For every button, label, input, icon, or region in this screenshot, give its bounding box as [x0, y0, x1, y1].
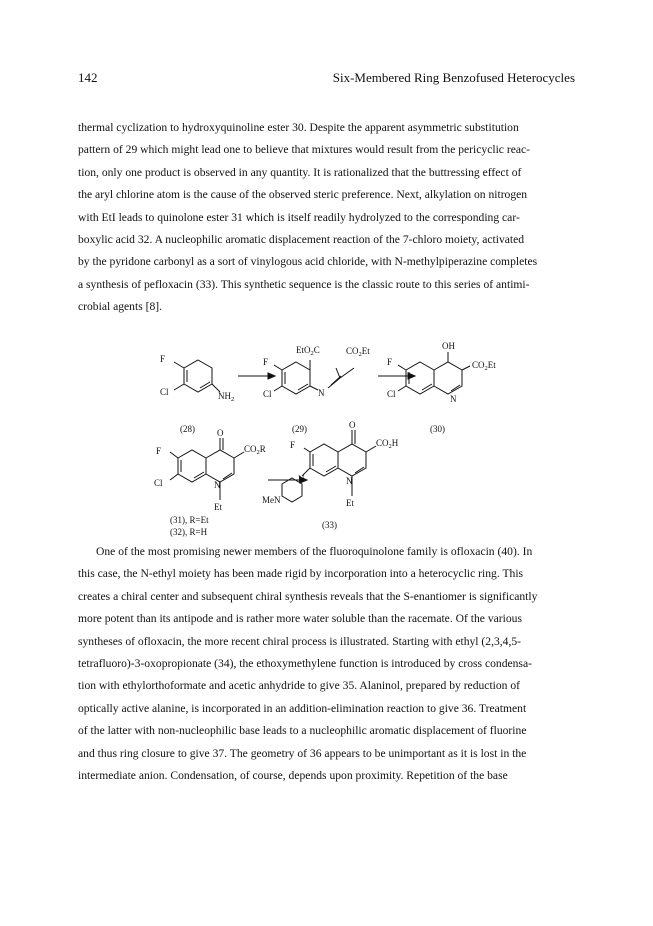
label-o: O: [349, 420, 356, 430]
label-f: F: [156, 446, 162, 456]
label-n: N: [346, 476, 353, 486]
label-co2h: $CO_2H$: [376, 438, 399, 450]
running-title: Six-Membered Ring Benzofused Heterocycles: [332, 70, 575, 85]
label-co2et: $CO_2Et$: [346, 346, 370, 358]
label-cl: Cl: [160, 387, 169, 397]
label-f: F: [263, 357, 269, 367]
text-line: of the latter with non-nucleophilic base leads to a nucleophilic aromatic displacement of fluorine: [78, 724, 527, 738]
text-line: crobial agents [8].: [78, 300, 163, 314]
label-co2et: $CO_2Et$: [472, 360, 496, 372]
text-line: tetrafluoro)-3-oxopropionate (34), the ethoxymethylene function is introduced by cross condensa-: [78, 657, 532, 671]
page-header: [78, 70, 575, 88]
label-n: N: [214, 480, 221, 490]
compound-number-28: (28): [180, 424, 195, 434]
label-cl: Cl: [387, 389, 396, 399]
label-f: F: [290, 440, 296, 450]
text-line: boxylic acid 32. A nucleophilic aromatic displacement reaction of the 7-chloro moiety, activated: [78, 233, 525, 247]
reaction-scheme: [78, 340, 575, 540]
compound-number-30: (30): [430, 424, 445, 434]
text-line: and thus ring closure to give 37. The geometry of 36 appears to be unimportant as it is lost in the: [78, 746, 527, 760]
arrowhead: [268, 373, 275, 379]
text-line: pattern of 29 which might lead one to believe that mixtures would result from the pericyclic reac-: [78, 143, 531, 157]
label-cl: Cl: [154, 478, 163, 488]
text-line: tion with ethylorthoformate and acetic anhydride to give 35. Alaninol, prepared by reduction of: [78, 679, 521, 693]
text-line: thermal cyclization to hydroxyquinoline ester 30. Despite the apparent asymmetric substitution: [78, 121, 519, 134]
text-line: tion, only one product is observed in any quantity. It is rationalized that the buttressing effect of: [78, 165, 522, 179]
structure-29: [274, 360, 354, 394]
label-co2r: $CO_2R$: [244, 444, 266, 456]
compound-number-32: (32), R=H: [170, 527, 208, 537]
text-line: more potent than its antipode and is rather more water soluble than the racemate. Of the various: [78, 612, 522, 626]
compound-number-33: (33): [322, 520, 337, 530]
text-line: with EtI leads to quinolone ester 31 which is itself readily hydrolyzed to the corresponding car-: [78, 210, 520, 224]
label-n: N: [318, 388, 325, 398]
label-n: N: [298, 474, 305, 484]
structure-30: [398, 352, 470, 394]
structure-31-32: [170, 438, 244, 500]
text-line: One of the most promising newer members of the fluoroquinolone family is ofloxacin (40). In: [96, 545, 533, 558]
page-number: 142: [78, 70, 98, 85]
text-line: this case, the N-ethyl moiety has been made rigid by incorporation into a heterocyclic ring. This: [78, 567, 524, 581]
text-line: creates a chiral center and subsequent chiral synthesis reveals that the S-enantiomer is significantly: [78, 589, 538, 603]
structure-28: [174, 360, 220, 392]
label-f: F: [387, 357, 393, 367]
structure-33: [282, 430, 376, 502]
label-et: Et: [346, 498, 354, 508]
compound-number-29: (29): [292, 424, 307, 434]
label-oh: OH: [442, 341, 455, 351]
paragraph-2: [78, 541, 575, 787]
text-line: by the pyridone carbonyl as a sort of vinylogous acid chloride, with N-methylpiperazine completes: [78, 255, 538, 269]
label-f: F: [160, 354, 166, 364]
compound-number-31: (31), R=Et: [170, 515, 209, 525]
paragraph-1: [78, 117, 575, 319]
text-line: optically active alanine, is incorporated in an addition-elimination reaction to give 36. Treatment: [78, 701, 527, 715]
text-line: intermediate anion. Condensation, of course, depends upon proximity. Repetition of the base: [78, 769, 508, 783]
label-o: O: [217, 428, 224, 438]
label-et: Et: [214, 502, 222, 512]
label-nh2: $NH_2$: [218, 391, 235, 403]
text-line: the aryl chlorine atom is the cause of the observed steric preference. Next, alkylation on nitrogen: [78, 188, 528, 202]
text-line: a synthesis of pefloxacin (33). This synthetic sequence is the classic route to this series of antimi-: [78, 277, 530, 291]
text-line: syntheses of ofloxacin, the more recent chiral process is illustrated. Starting with ethyl (2,3,4,5-: [78, 634, 522, 648]
label-cl: Cl: [263, 389, 272, 399]
label-n: N: [450, 394, 457, 404]
label-eto2c: EtO$_2$C: [296, 345, 320, 357]
label-men: MeN: [262, 495, 281, 505]
